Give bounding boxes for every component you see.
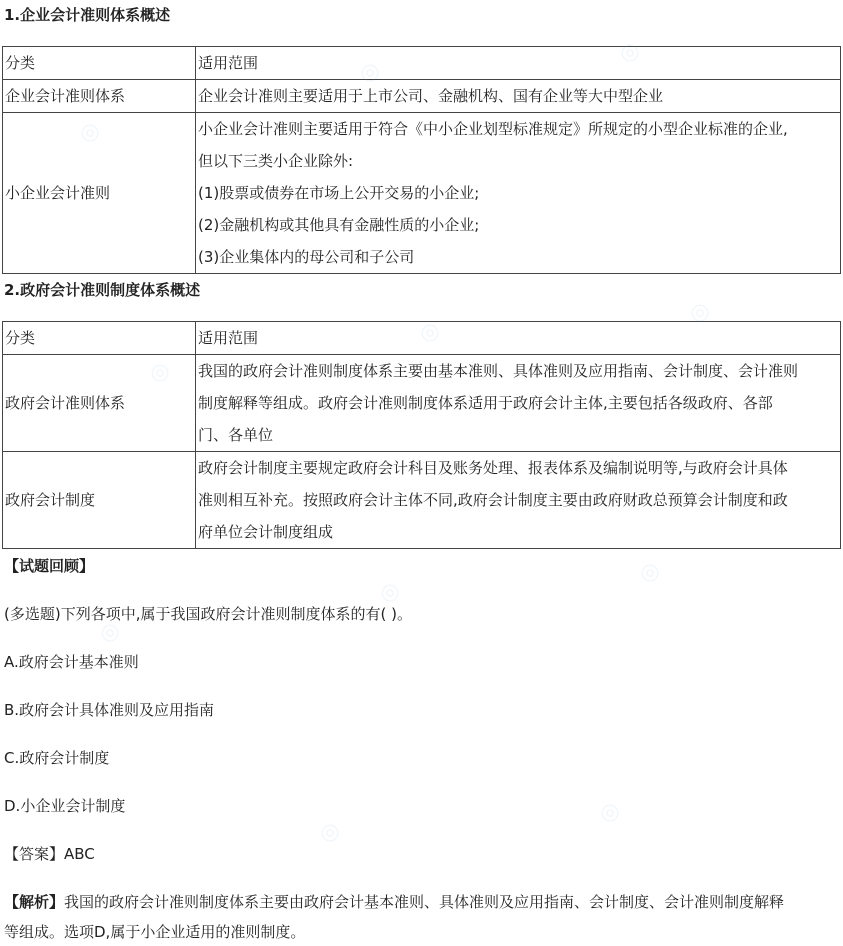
- government-standards-table: [2, 321, 841, 549]
- scope-line: 门、各单位: [198, 426, 274, 444]
- watermark-logo: ◎: [314, 816, 345, 849]
- explanation-line-2: 等组成。选项D,属于小企业适用的准则制度。: [4, 923, 306, 941]
- row-category: 政府会计制度: [3, 452, 196, 549]
- watermark-logo: ◎: [684, 296, 715, 329]
- header-scope: 适用范围: [196, 322, 841, 355]
- review-title: 【试题回顾】: [4, 557, 95, 575]
- row-scope: [196, 355, 841, 452]
- scope-line: (2)金融机构或其他具有金融性质的小企业;: [198, 216, 480, 234]
- header-scope: 适用范围: [196, 47, 841, 80]
- row-scope: [196, 113, 841, 274]
- section1-heading: 1.企业会计准则体系概述: [4, 6, 171, 24]
- watermark-logo: ◎: [374, 576, 405, 609]
- option-d: D.小企业会计制度: [4, 797, 126, 815]
- row-category: 企业会计准则体系: [3, 80, 196, 113]
- watermark-logo: ◎: [614, 36, 645, 69]
- watermark-logo: ◎: [354, 56, 385, 89]
- scope-line: 府单位会计制度组成: [198, 523, 334, 541]
- watermark-logo: ◎: [144, 356, 175, 389]
- scope-line: 制度解释等组成。政府会计准则制度体系适用于政府会计主体,主要包括各级政府、各部: [198, 394, 773, 412]
- watermark-logo: ◎: [74, 116, 105, 149]
- scope-line: 但以下三类小企业除外:: [198, 152, 354, 170]
- header-category: 分类: [3, 322, 196, 355]
- scope-line: 小企业会计准则主要适用于符合《中小企业划型标准规定》所规定的小型企业标准的企业,: [198, 120, 788, 138]
- table-header-row: [3, 322, 841, 355]
- watermark-logo: ◎: [634, 556, 665, 589]
- explanation-line-1: 我国的政府会计准则制度体系主要由政府会计基本准则、具体准则及应用指南、会计制度、会计准则制度解释: [64, 893, 785, 911]
- answer-text: 【答案】ABC: [4, 845, 95, 863]
- enterprise-standards-table: [2, 46, 841, 274]
- watermark-logo: ◎: [594, 796, 625, 829]
- row-category: 政府会计准则体系: [3, 355, 196, 452]
- header-category: 分类: [3, 47, 196, 80]
- table-row: [3, 80, 841, 113]
- scope-line: 政府会计制度主要规定政府会计科目及账务处理、报表体系及编制说明等,与政府会计具体: [198, 459, 788, 477]
- option-a: A.政府会计基本准则: [4, 653, 139, 671]
- question-text: (多选题)下列各项中,属于我国政府会计准则制度体系的有( )。: [4, 605, 412, 623]
- scope-line: 准则相互补充。按照政府会计主体不同,政府会计制度主要由政府财政总预算会计制度和政: [198, 491, 788, 509]
- explanation-text: [4, 891, 784, 912]
- explanation-label: 【解析】: [4, 893, 65, 911]
- row-scope: 企业会计准则主要适用于上市公司、金融机构、国有企业等大中型企业: [196, 80, 841, 113]
- option-c: C.政府会计制度: [4, 749, 110, 767]
- table-row: [3, 113, 841, 274]
- row-category: 小企业会计准则: [3, 113, 196, 274]
- scope-line: 我国的政府会计准则制度体系主要由基本准则、具体准则及应用指南、会计制度、会计准则: [198, 362, 799, 380]
- table-row: [3, 355, 841, 452]
- section2-heading: 2.政府会计准则制度体系概述: [4, 281, 201, 299]
- table-header-row: [3, 47, 841, 80]
- watermark-logo: ◎: [414, 316, 445, 349]
- scope-line: (1)股票或债券在市场上公开交易的小企业;: [198, 184, 480, 202]
- row-scope: [196, 452, 841, 549]
- option-b: B.政府会计具体准则及应用指南: [4, 701, 215, 719]
- table-row: [3, 452, 841, 549]
- scope-line: (3)企业集体内的母公司和子公司: [198, 248, 415, 266]
- watermark-logo: ◎: [94, 616, 125, 649]
